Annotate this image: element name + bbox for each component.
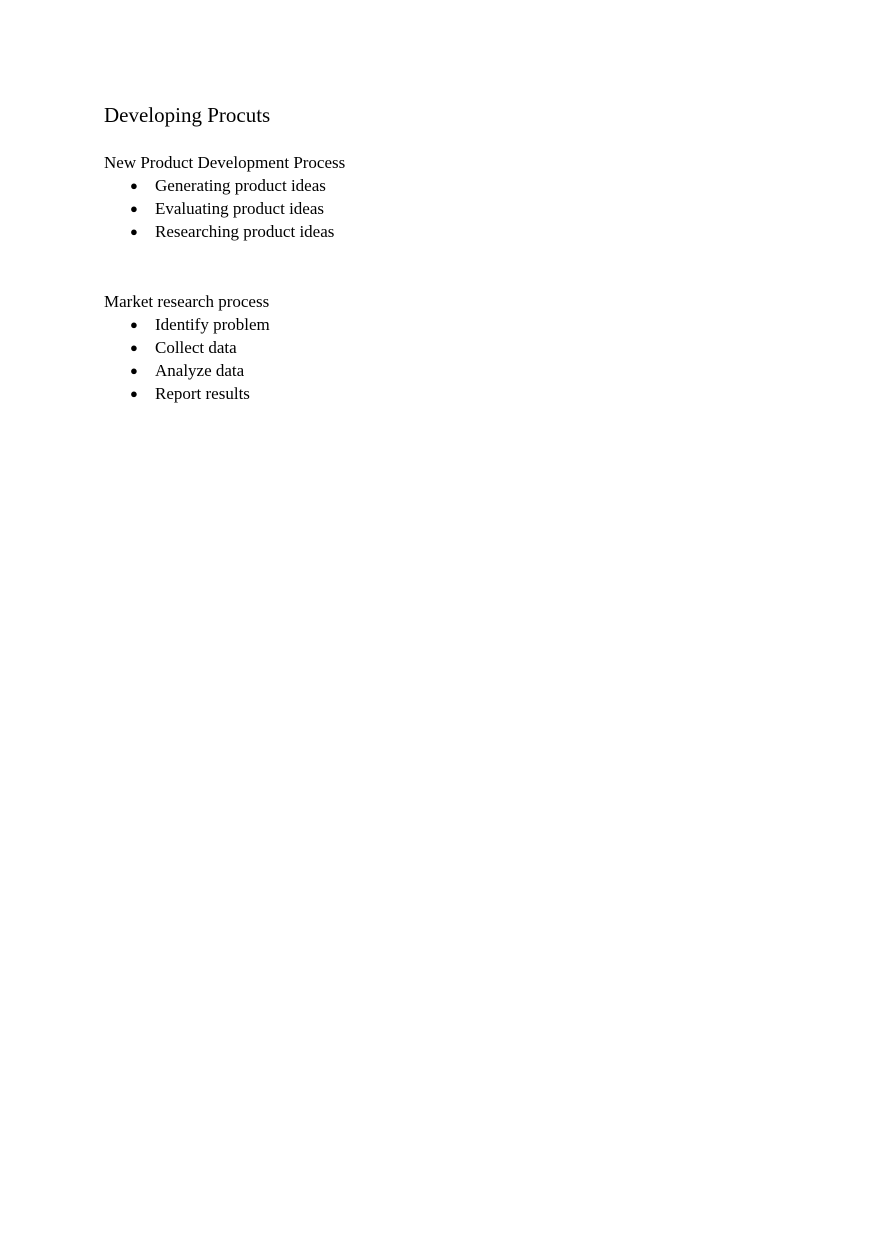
list-item-text: Generating product ideas [155,176,326,195]
document-title: Developing Procuts [104,103,271,127]
list-item-text: Evaluating product ideas [155,199,325,218]
bullet-list [104,174,345,243]
section-new-product-development [104,152,345,243]
bullet-list [104,313,270,405]
bullet-icon: ● [130,340,138,355]
list-item [104,382,270,405]
list-item [104,313,270,336]
list-item [104,174,345,197]
section-market-research [104,291,270,405]
list-item [104,336,270,359]
section-heading: New Product Development Process [104,153,346,172]
bullet-icon: ● [130,386,138,401]
bullet-icon: ● [130,317,138,332]
list-item [104,220,345,243]
list-item-text: Identify problem [155,315,270,334]
bullet-icon: ● [130,224,138,239]
list-item-text: Researching product ideas [155,222,335,241]
bullet-icon: ● [130,363,138,378]
bullet-icon: ● [130,201,138,216]
list-item [104,197,345,220]
list-item-text: Collect data [155,338,237,357]
section-heading: Market research process [104,292,270,311]
list-item-text: Report results [155,384,250,403]
list-item-text: Analyze data [155,361,245,380]
bullet-icon: ● [130,178,138,193]
list-item [104,359,270,382]
